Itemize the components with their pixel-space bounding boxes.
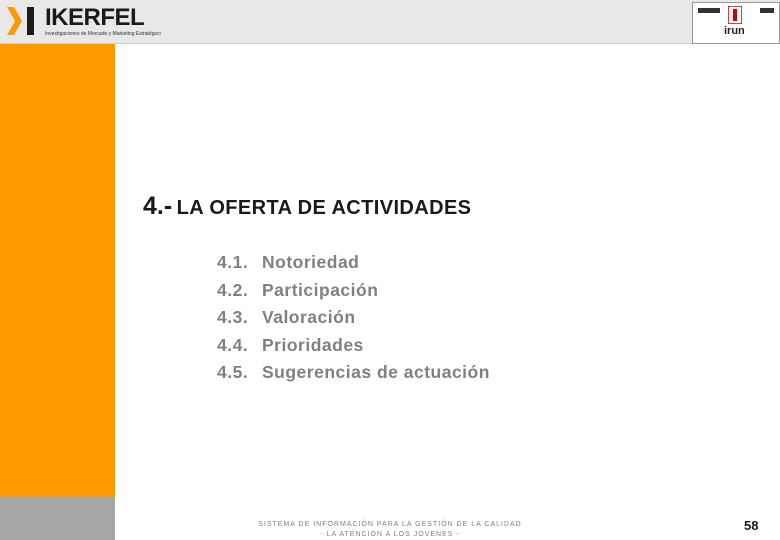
- item-label: Prioridades: [262, 334, 364, 355]
- logo-bar-right: [760, 8, 774, 13]
- city-logo-text: irun: [724, 25, 745, 37]
- logo-tagline: Investigaciones de Mercado y Marketing Estratégico: [45, 31, 161, 37]
- section-number: 4.-: [143, 192, 173, 220]
- item-number: 4.5.: [217, 362, 249, 382]
- section-title: [143, 192, 471, 221]
- subsection-list: [217, 252, 490, 390]
- footer-line-1: SISTEMA DE INFORMACIÓN PARA LA GESTIÓN DE LA CALIDAD: [258, 521, 522, 528]
- list-item: [217, 280, 490, 308]
- chevron-logo-icon: [7, 7, 39, 35]
- sidebar-footer-block: [0, 497, 115, 540]
- list-item: [217, 307, 490, 335]
- city-logo: [692, 2, 780, 44]
- logo-wordmark: IKERFEL: [45, 4, 145, 31]
- item-number: 4.1.: [217, 252, 249, 272]
- crest-icon: [728, 6, 742, 24]
- page-number: 58: [744, 518, 759, 533]
- footer-caption: [230, 520, 550, 540]
- item-label: Sugerencias de actuación: [262, 362, 490, 382]
- list-item: [217, 252, 490, 280]
- item-number: 4.2.: [217, 279, 249, 300]
- footer-line-2: - LA ATENCIÓN A LOS JÓVENES -: [320, 531, 460, 538]
- item-number: 4.3.: [217, 307, 249, 327]
- list-item: [217, 362, 490, 390]
- list-item: [217, 335, 490, 363]
- sidebar-accent: [0, 44, 115, 497]
- item-number: 4.4.: [217, 334, 249, 355]
- item-label: Participación: [262, 279, 379, 300]
- ikerfel-logo: [7, 5, 167, 39]
- section-title-text: LA OFERTA DE ACTIVIDADES: [176, 197, 472, 219]
- item-label: Notoriedad: [262, 252, 360, 272]
- item-label: Valoración: [262, 307, 356, 327]
- logo-bar-left: [698, 8, 720, 13]
